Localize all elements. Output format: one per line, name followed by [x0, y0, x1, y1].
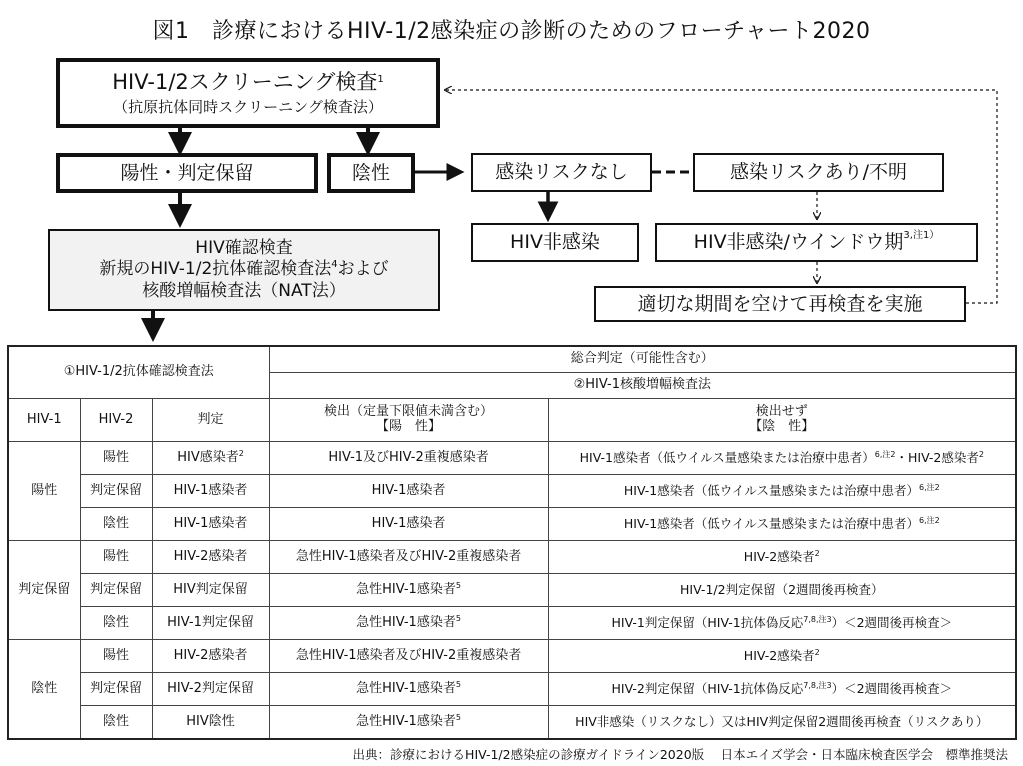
arrow-retest-loop — [446, 90, 997, 303]
header-overall-judgement: 総合判定（可能性含む） — [269, 346, 1016, 373]
screening-test-method: （抗原抗体同時スクリーニング検査法） — [113, 97, 383, 116]
header-judge: 判定 — [152, 399, 269, 442]
confirmation-test-title: HIV確認検査 — [195, 238, 293, 259]
group-hiv1-hold: 判定保留 — [8, 541, 80, 640]
confirmation-test-box: HIV確認検査 新規のHIV-1/2抗体確認検査法$^4$および 核酸増幅検査法（NAT法） — [48, 229, 440, 311]
retest-box: 適切な期間を空けて再検査を実施 — [594, 286, 966, 322]
header-nat-test: ②HIV-1核酸増幅検査法 — [269, 373, 1016, 399]
group-hiv1-negative: 陰性 — [8, 640, 80, 740]
screening-test-box: HIV-1/2スクリーニング検査$^1$ （抗原抗体同時スクリーニング検査法） — [56, 58, 440, 128]
table-row: 陰性 HIV陰性 急性HIV-1感染者$^5$ HIV非感染（リスクなし）又はHIV判定保留2週間後再検査（リスクあり） — [8, 706, 1016, 740]
header-hiv2: HIV-2 — [80, 399, 152, 442]
table-row: 判定保留 HIV-2判定保留 急性HIV-1感染者$^5$ HIV-2判定保留（HIV-1抗体偽反応$^{7,8,注3}$）＜2週間後再検査＞ — [8, 673, 1016, 706]
header-hiv1: HIV-1 — [8, 399, 80, 442]
judgement-table — [7, 345, 1017, 740]
table-row: 判定保留 陽性 HIV-2感染者 急性HIV-1感染者及びHIV-2重複感染者 HIV-2感染者$^2$ — [8, 541, 1016, 574]
risk-unknown-box: 感染リスクあり/不明 — [693, 153, 944, 192]
header-antibody-test: ①HIV-1/2抗体確認検査法 — [8, 346, 269, 399]
screening-test-title: HIV-1/2スクリーニング検査 — [112, 70, 378, 95]
table-row: 陰性 HIV-1感染者 HIV-1感染者 HIV-1感染者（低ウイルス量感染または治療中患者）$^{6,注2}$ — [8, 508, 1016, 541]
header-detected: 検出（定量下限値未満含む） 【陽 性】 — [269, 399, 548, 442]
window-period-box: HIV非感染/ウインドウ期 $^{3,注1)}$ — [655, 223, 978, 262]
group-hiv1-positive: 陽性 — [8, 442, 80, 541]
positive-hold-box: 陽性・判定保留 — [56, 153, 318, 193]
no-risk-box: 感染リスクなし — [471, 153, 652, 192]
table-row: 陽性 陽性 HIV感染者$^2$ HIV-1及びHIV-2重複感染者 HIV-1感染者（低ウイルス量感染または治療中患者）$^{6,注2}$・HIV-2感染者$^2$ — [8, 442, 1016, 475]
table-row: 陰性 HIV-1判定保留 急性HIV-1感染者$^5$ HIV-1判定保留（HIV-1抗体偽反応$^{7,8,注3}$）＜2週間後再検査＞ — [8, 607, 1016, 640]
table-row: 判定保留 HIV判定保留 急性HIV-1感染者$^5$ HIV-1/2判定保留（2週間後再検査） — [8, 574, 1016, 607]
negative-box: 陰性 — [327, 153, 415, 193]
page-title: 図1 診療におけるHIV-1/2感染症の診断のためのフローチャート2020 — [152, 19, 871, 44]
header-not-detected: 検出せず 【陰 性】 — [548, 399, 1016, 442]
table-row: 判定保留 HIV-1感染者 HIV-1感染者 HIV-1感染者（低ウイルス量感染または治療中患者）$^{6,注2}$ — [8, 475, 1016, 508]
not-infected-box: HIV非感染 — [471, 223, 639, 262]
table-row: 陰性 陽性 HIV-2感染者 急性HIV-1感染者及びHIV-2重複感染者 HIV-2感染者$^2$ — [8, 640, 1016, 673]
source-citation: 出典：診療におけるHIV-1/2感染症の診療ガイドライン2020版 日本エイズ学会・日本臨床検査医学会 標準推奨法 — [352, 747, 1008, 762]
